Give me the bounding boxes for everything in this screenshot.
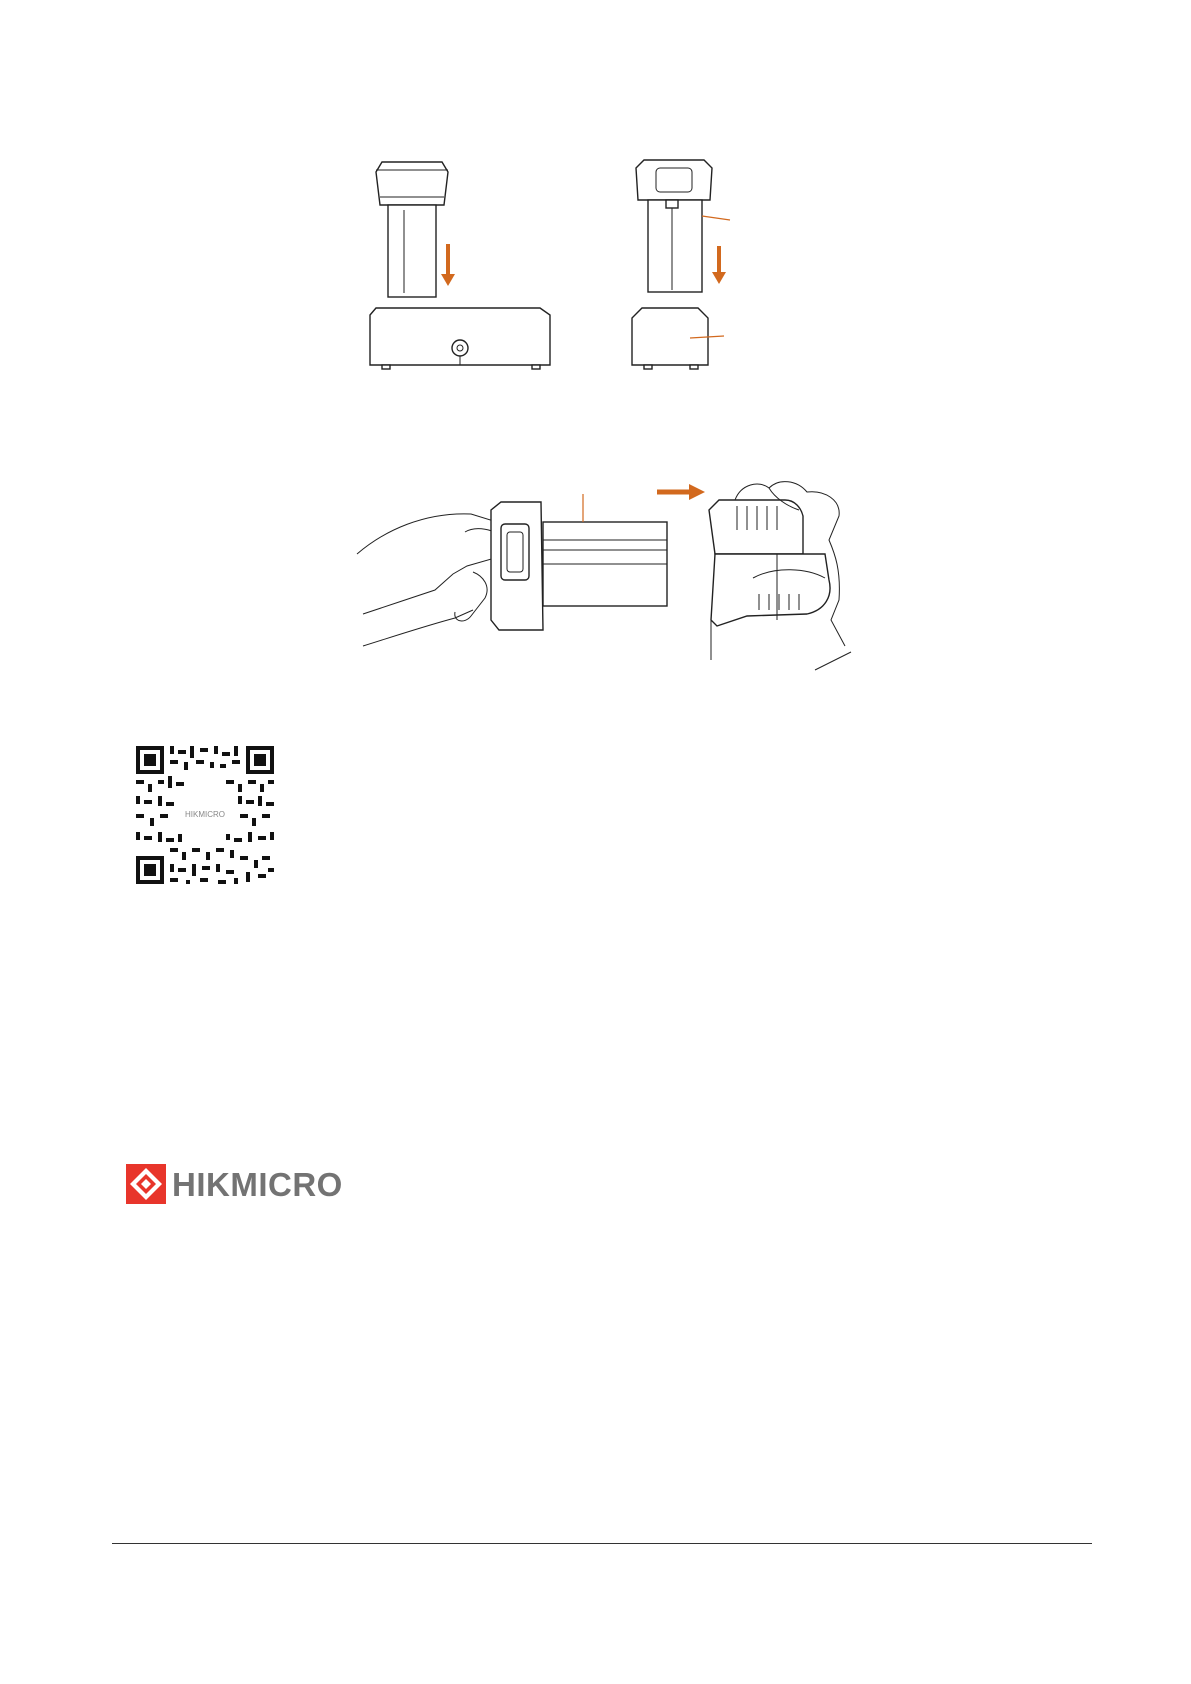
- left-hand-illustration: [357, 514, 505, 646]
- battery-insert-device-figure: [355, 470, 855, 690]
- qr-code-image: [130, 740, 280, 890]
- hikmicro-brand-mark-icon: [126, 1164, 166, 1204]
- footer-divider: [112, 1543, 1092, 1544]
- battery-illustration: [491, 502, 667, 630]
- charger-insertion-figure: [360, 150, 780, 380]
- wide-charger-illustration: [370, 162, 550, 369]
- hikmicro-logo-text: HIKMICRO: [172, 1166, 343, 1203]
- thermal-device-illustration: [709, 500, 830, 626]
- insert-direction-arrow: [657, 484, 705, 500]
- insert-arrow-right: [712, 246, 726, 284]
- insert-arrow-left: [441, 244, 455, 286]
- qr-center-label: HIKMICRO: [185, 810, 225, 819]
